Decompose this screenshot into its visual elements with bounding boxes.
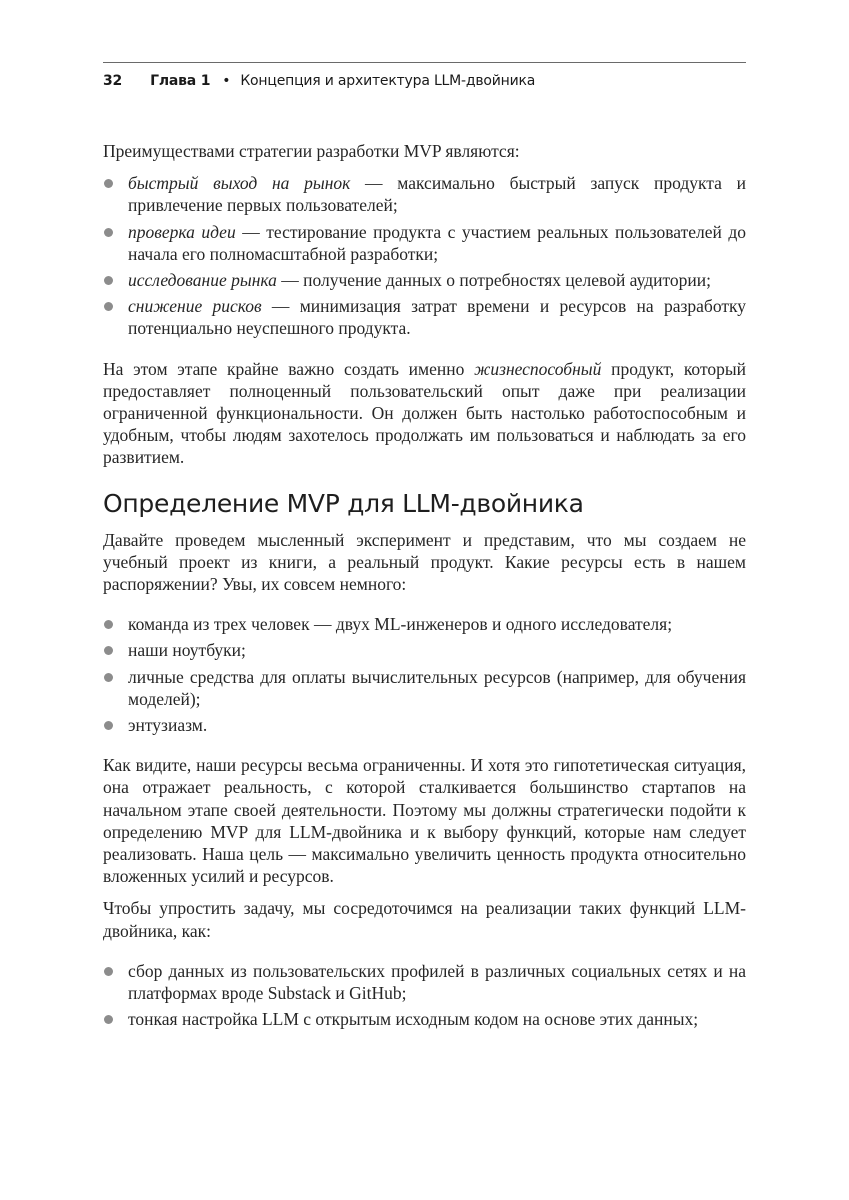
list-item-term: исследование рынка	[128, 270, 277, 291]
list-item-text: команда из трех человек — двух ML-инженеров и одного исследователя;	[128, 614, 673, 635]
chapter-label: Глава 1	[150, 73, 211, 89]
chapter-title: Концепция и архитектура LLM-двойника	[240, 73, 536, 89]
bullet-icon	[104, 1015, 113, 1024]
paragraph-text: продукт, который предоставляет полноценный пользовательский опыт даже при реализации ограниченной функциональности. Он должен быть настолько работоспособным и удобным, чтобы людям захотелось продолжать им пользоваться и наблюдать за его развитием.	[103, 358, 746, 468]
bullet-icon	[104, 620, 113, 629]
page-number: 32	[103, 73, 123, 89]
emphasis-text: жизнеспособный	[474, 358, 602, 379]
running-header	[103, 62, 746, 93]
header-separator: •	[222, 73, 231, 89]
list-item	[103, 295, 746, 339]
list-item	[103, 714, 746, 736]
list-item-text: — тестирование продукта с участием реальных пользователей до начала его полномасштабной разработки;	[128, 221, 747, 264]
list-item	[103, 269, 746, 291]
intro-paragraph: Преимуществами стратегии разработки MVP являются:	[103, 141, 520, 161]
resources-list	[103, 613, 746, 736]
list-item-text: — получение данных о потребностях целевой аудитории;	[276, 270, 711, 291]
bullet-icon	[104, 967, 113, 976]
list-item-text: тонкая настройка LLM с открытым исходным кодом на основе этих данных;	[128, 1009, 699, 1030]
list-item-term: быстрый выход на рынок	[128, 173, 351, 194]
list-item	[103, 960, 746, 1004]
experiment-paragraph: Давайте проведем мысленный эксперимент и представим, что мы создаем не учебный проект из книги, а реальный продукт. Какие ресурсы есть в нашем распоряжении? Увы, их совсем немного:	[103, 529, 746, 595]
list-item	[103, 639, 746, 661]
list-item-text: сбор данных из пользовательских профилей в различных социальных сетях и на платформах вроде Substack и GitHub;	[128, 960, 746, 1004]
bullet-icon	[104, 276, 113, 285]
bullet-icon	[104, 302, 113, 311]
bullet-icon	[104, 673, 113, 682]
paragraph-text: На этом этапе крайне важно создать именно	[103, 358, 475, 379]
list-item-term: снижение рисков	[128, 296, 262, 317]
list-item-text: — минимизация затрат времени и ресурсов на разработку потенциально неуспешного продукта.	[128, 296, 746, 339]
bullet-icon	[104, 179, 113, 188]
features-list	[103, 960, 746, 1031]
page-body	[103, 140, 746, 1031]
section-heading: Определение MVP для LLM-двойника	[103, 488, 584, 518]
advantages-list	[103, 172, 746, 339]
bullet-icon	[104, 646, 113, 655]
list-item	[103, 1008, 746, 1030]
list-item-text: наши ноутбуки;	[128, 640, 246, 661]
list-item	[103, 613, 746, 635]
viable-product-paragraph	[103, 358, 746, 469]
simplify-paragraph: Чтобы упростить задачу, мы сосредоточимся на реализации таких функций LLM-двойника, как:	[103, 898, 746, 941]
bullet-icon	[104, 228, 113, 237]
list-item	[103, 221, 746, 265]
list-item-term: проверка идеи	[128, 221, 236, 242]
limited-resources-paragraph: Как видите, наши ресурсы весьма ограниченны. И хотя это гипотетическая ситуация, она отражает реальность, с которой сталкивается большинство стартапов на начальном этапе своей деятельности. Поэтому мы должны стратегически подойти к определению MVP для LLM-двойника и к выбору функций, которые нам следует реализовать. Наша цель — максимально увеличить ценность продукта относительно вложенных усилий и ресурсов.	[103, 755, 746, 887]
list-item	[103, 172, 746, 216]
list-item	[103, 666, 746, 710]
list-item-text: — максимально быстрый запуск продукта и привлечение первых пользователей;	[128, 173, 746, 216]
list-item-text: личные средства для оплаты вычислительных ресурсов (например, для обучения моделей);	[128, 666, 746, 709]
list-item-text: энтузиазм.	[128, 715, 208, 736]
bullet-icon	[104, 721, 113, 730]
